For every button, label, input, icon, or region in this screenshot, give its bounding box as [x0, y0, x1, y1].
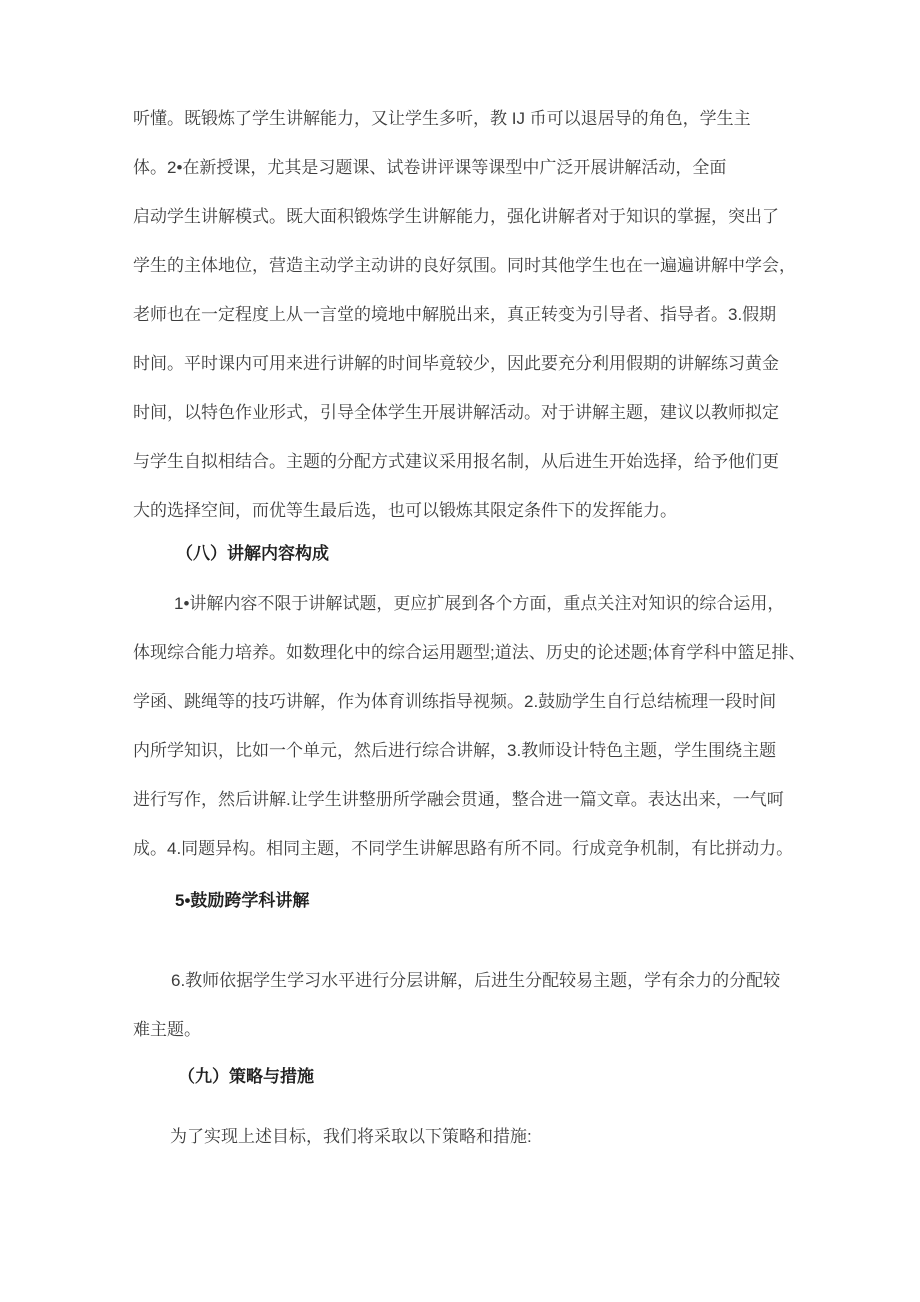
text-line: 为了实现上述目标，我们将采取以下策略和措施:: [170, 1127, 532, 1146]
text-line: 体现综合能力培养。如数理化中的综合运用题型;道法、历史的论述题;体育学科中篮足排、: [133, 643, 806, 662]
text-line: 时间，以特色作业形式，引导全体学生开展讲解活动。对于讲解主题，建议以教师拟定: [133, 403, 779, 422]
text-line: 体。2•在新授课，尤其是习题课、试卷讲评课等课型中广泛开展讲解活动，全面: [133, 158, 727, 177]
section-heading: （八）讲解内容构成: [176, 544, 329, 563]
text-line: 时间。平时课内可用来进行讲解的时间毕竟较少，因此要充分利用假期的讲解练习黄金: [133, 354, 779, 373]
text-line: 学函、跳绳等的技巧讲解，作为体育训练指导视频。2.鼓励学生自行总结梳理一段时间: [133, 692, 777, 711]
text-line: 难主题。: [133, 1020, 201, 1039]
text-line: 1•讲解内容不限于讲解试题，更应扩展到各个方面，重点关注对知识的综合运用，: [174, 594, 785, 613]
text-line: 内所学知识，比如一个单元，然后进行综合讲解，3.教师设计特色主题，学生围绕主题: [133, 741, 777, 760]
text-line: 听懂。既锻炼了学生讲解能力，又让学生多听，教 IJ 币可以退居导的角色，学生主: [133, 109, 751, 128]
section-heading: （九）策略与措施: [178, 1067, 314, 1086]
text-line: 启动学生讲解模式。既大面积锻炼学生讲解能力，强化讲解者对于知识的掌握，突出了: [133, 207, 779, 226]
section-heading: 5•鼓励跨学科讲解: [175, 891, 310, 910]
text-line: 进行写作，然后讲解.让学生讲整册所学融会贯通，整合进一篇文章。表达出来，一气呵: [133, 790, 784, 809]
text-line: 成。4.同题异构。相同主题，不同学生讲解思路有所不同。行成竞争机制，有比拼动力。: [133, 839, 794, 858]
text-line: 老师也在一定程度上从一言堂的境地中解脱出来，真正转变为引导者、指导者。3.假期: [133, 305, 777, 324]
text-line: 学生的主体地位，营造主动学主动讲的良好氛围。同时其他学生也在一遍遍讲解中学会，: [133, 256, 796, 275]
text-line: 6.教师依据学生学习水平进行分层讲解，后进生分配较易主题，学有余力的分配较: [171, 971, 781, 990]
text-line: 大的选择空间，而优等生最后选，也可以锻炼其限定条件下的发挥能力。: [133, 501, 677, 520]
text-line: 与学生自拟相结合。主题的分配方式建议采用报名制，从后进生开始选择，给予他们更: [133, 452, 779, 471]
